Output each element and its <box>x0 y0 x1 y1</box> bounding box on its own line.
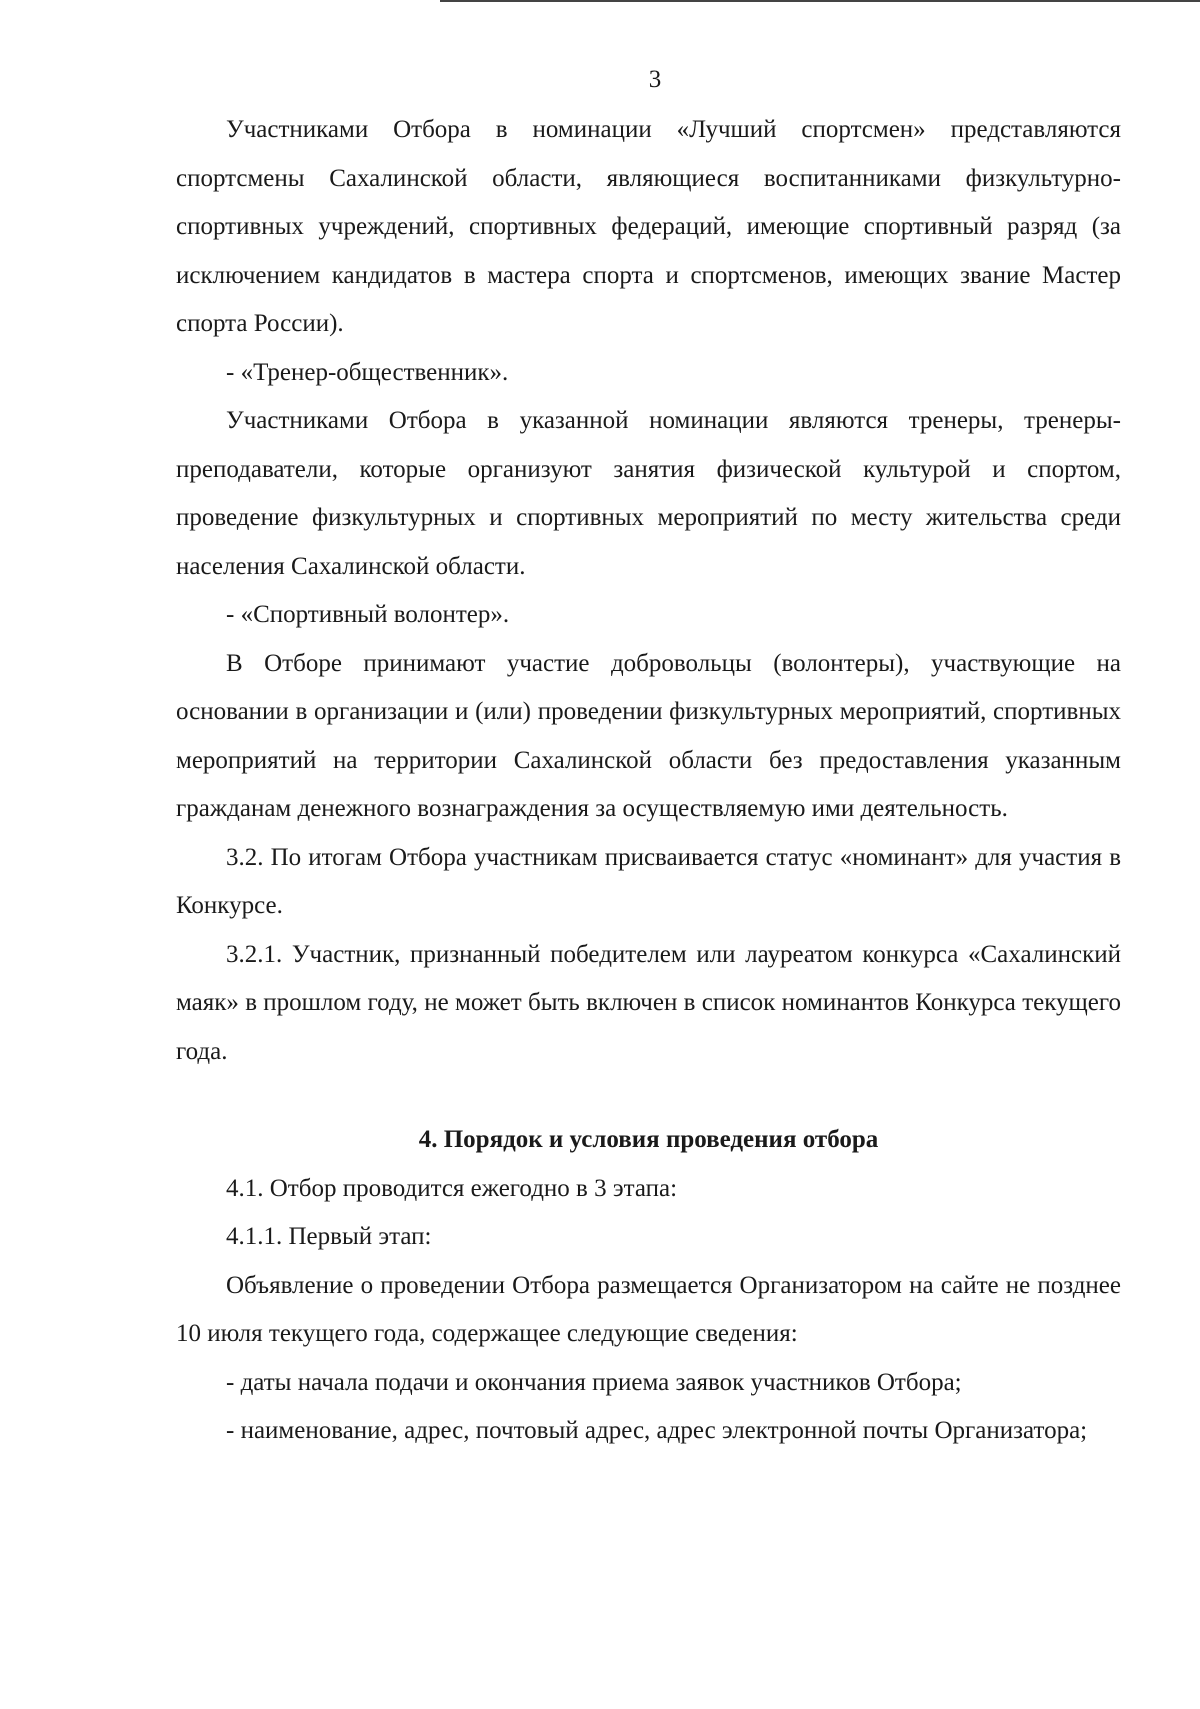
section-heading-4: 4. Порядок и условия проведения отбора <box>418 1126 879 1153</box>
paragraph-announcement: Объявление о проведении Отбора размещается Организатором на сайте не позднее 10 июля текущего года, содержащее следующие сведения: <box>176 1271 1121 1347</box>
list-item-organizer-contacts: - наименование, адрес, почтовый адрес, адрес электронной почты Организатора; <box>226 1417 1088 1444</box>
document-body <box>176 106 1121 1456</box>
list-item-dates: - даты начала подачи и окончания приема заявок участников Отбора; <box>226 1368 962 1396</box>
paragraph-4-1-1: 4.1.1. Первый этап: <box>226 1223 432 1250</box>
nomination-coach-volunteer: - «Тренер-общественник». <box>226 358 509 386</box>
nomination-sport-volunteer: - «Спортивный волонтер». <box>226 601 510 628</box>
paragraph-3-2: 3.2. По итогам Отбора участникам присваивается статус «номинант» для участия в Конкурсе. <box>176 843 1121 919</box>
top-edge-rule <box>440 0 1200 2</box>
paragraph-coach-participants: Участниками Отбора в указанной номинации являются тренеры, тренеры-преподаватели, которые организуют занятия физической культурой и спортом, проведение физкультурных и спортивных мероприятий по месту жительства среди населения Сахалинской области. <box>176 407 1121 580</box>
paragraph-3-2-1: 3.2.1. Участник, признанный победителем или лауреатом конкурса «Сахалинский маяк» в прошлом году, не может быть включен в список номинантов Конкурса текущего года. <box>176 940 1121 1065</box>
paragraph-4-1: 4.1. Отбор проводится ежегодно в 3 этапа: <box>226 1174 678 1202</box>
page-number: 3 <box>648 66 662 93</box>
paragraph-best-athlete-participants: Участниками Отбора в номинации «Лучший спортсмен» представляются спортсмены Сахалинской области, являющиеся воспитанниками физкультурно-спортивных учреждений, спортивных федераций, имеющие спортивный разряд (за исключением кандидатов в мастера спорта и спортсменов, имеющих звание Мастер спорта России). <box>176 116 1121 337</box>
paragraph-volunteer-participants: В Отборе принимают участие добровольцы (волонтеры), участвующие на основании в организации и (или) проведении физкультурных мероприятий, спортивных мероприятий на территории Сахалинской области без предоставления указанным гражданам денежного вознаграждения за осуществляемую ими деятельность. <box>176 649 1121 822</box>
